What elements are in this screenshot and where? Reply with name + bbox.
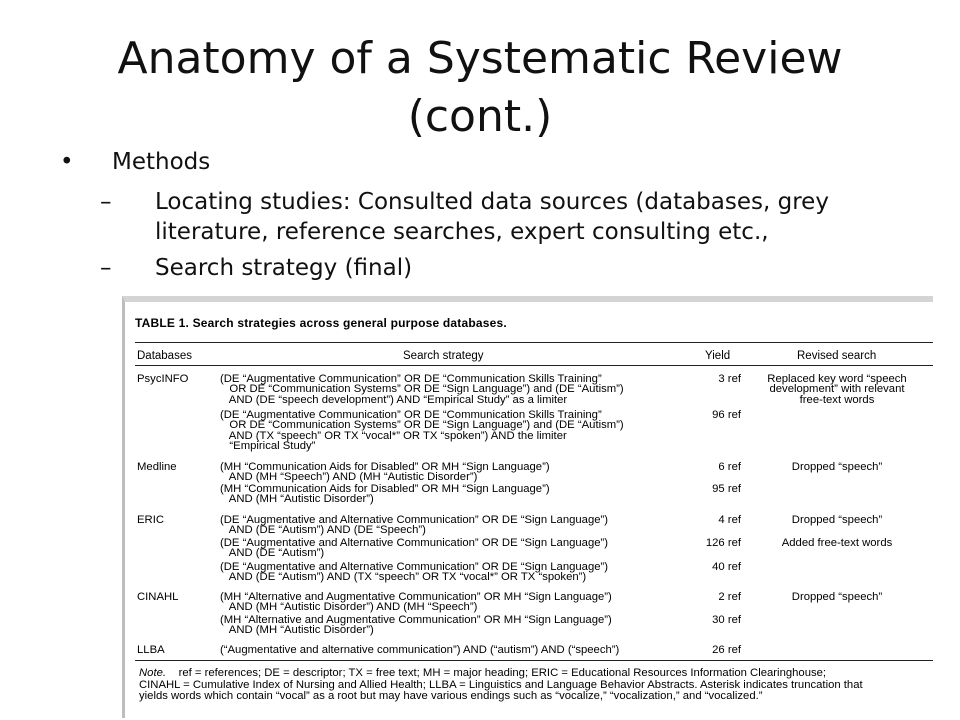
cell-database: CINAHL <box>137 591 179 603</box>
title-line-2: (cont.) <box>407 91 553 142</box>
bullet-text: Methods <box>112 149 211 175</box>
sub-bullet-search <box>60 253 940 283</box>
dash-marker: – <box>100 189 112 215</box>
bullet-marker: • <box>60 149 74 175</box>
cell-yield: 4 ref <box>718 514 741 526</box>
cell-strategy: (MH “Communication Aids for Disabled” OR MH “Sign Language”) AND (MH “Speech”) AND (MH “Autistic Disorder”) <box>220 461 550 484</box>
title-line-1: Anatomy of a Systematic Review <box>117 33 843 84</box>
header-strategy: Search strategy <box>403 350 484 362</box>
sub-bullet-text: Search strategy (final) <box>155 255 413 281</box>
cell-revised: Dropped “speech” <box>791 461 883 473</box>
cell-strategy: (DE “Augmentative Communication” OR DE “Communication Skills Training” OR DE “Communication Systems” OR DE “Sign Language”) and (DE “Autism”) AND (TX “speech” OR TX “vocal*” OR TX “spoken”) AND the limiter “Empirical Study” <box>220 409 624 453</box>
cell-yield: 126 ref <box>705 537 741 549</box>
header-databases: Databases <box>137 350 192 362</box>
cell-strategy: (MH “Communication Aids for Disabled” OR MH “Sign Language”) AND (MH “Autistic Disorder”) <box>220 483 550 506</box>
cell-yield: 26 ref <box>712 644 741 656</box>
cell-database: PsycINFO <box>137 373 189 385</box>
cell-yield: 30 ref <box>712 614 741 626</box>
cell-yield: 6 ref <box>718 461 741 473</box>
search-strategy-table <box>122 296 933 718</box>
cell-revised: Dropped “speech” <box>791 591 883 603</box>
dash-marker: – <box>100 255 112 281</box>
header-revised: Revised search <box>797 350 877 362</box>
cell-revised: Dropped “speech” <box>791 514 883 526</box>
table-caption: TABLE 1. Search strategies across general purpose databases. <box>135 316 507 330</box>
cell-yield: 95 ref <box>712 483 741 495</box>
cell-yield: 40 ref <box>712 561 741 573</box>
bullet-list <box>60 145 940 283</box>
cell-strategy: (DE “Augmentative and Alternative Communication” OR DE “Sign Language”) AND (DE “Autism”) <box>220 537 609 560</box>
note-text: ref = references; DE = descriptor; TX = free text; MH = major heading; ERIC = Educational Resources Information Clearinghouse; CINAHL = Cumulative Index of Nursing and Allied Health; LLBA = Linguistics and Language Behavior Abstracts. Asterisk indicates truncation that yields words which contain “vocal” as a root but may have various endings such as “vocalize,” “vocalization,” and “vocalized.” <box>139 667 863 702</box>
cell-strategy: (DE “Augmentative and Alternative Communication” OR DE “Sign Language”) AND (DE “Autism”) AND (TX “speech” OR TX “vocal*” OR TX “spoken”) <box>220 561 609 584</box>
sub-bullet-locating <box>60 187 940 247</box>
cell-revised: Added free-text words <box>781 537 893 549</box>
slide-title <box>0 30 960 146</box>
table-note <box>139 668 929 703</box>
bullet-methods <box>60 145 940 179</box>
cell-yield: 2 ref <box>718 591 741 603</box>
cell-database: ERIC <box>137 514 164 526</box>
header-rule <box>135 365 933 366</box>
cell-revised: Replaced key word “speech development” with relevant free-text words <box>767 373 907 406</box>
table-bottom-rule <box>135 660 933 661</box>
note-label: Note. <box>139 667 167 679</box>
cell-yield: 3 ref <box>718 373 741 385</box>
sub-bullet-text: Locating studies: Consulted data sources (databases, grey literature, reference searches, expert consulting etc., <box>155 189 829 245</box>
cell-strategy: (DE “Augmentative and Alternative Communication” OR DE “Sign Language”) AND (DE “Autism”) AND (DE “Speech”) <box>220 514 609 537</box>
table-top-rule <box>135 342 933 343</box>
cell-strategy: (MH “Alternative and Augmentative Communication” OR MH “Sign Language”) AND (MH “Autistic Disorder”) AND (MH “Speech”) <box>220 591 612 614</box>
cell-yield: 96 ref <box>712 409 741 421</box>
cell-strategy: (“Augmentative and alternative communication”) AND (“autism”) AND (“speech”) <box>220 644 620 656</box>
cell-strategy: (DE “Augmentative Communication” OR DE “Communication Skills Training” OR DE “Communication Systems” OR DE “Sign Language”) and (DE “Autism”) AND (DE “speech development”) AND “Empirical Study” as a limiter <box>220 373 624 406</box>
cell-database: Medline <box>137 461 177 473</box>
cell-strategy: (MH “Alternative and Augmentative Communication” OR MH “Sign Language”) AND (MH “Autistic Disorder”) <box>220 614 612 637</box>
header-yield: Yield <box>705 350 731 362</box>
cell-database: LLBA <box>137 644 165 656</box>
